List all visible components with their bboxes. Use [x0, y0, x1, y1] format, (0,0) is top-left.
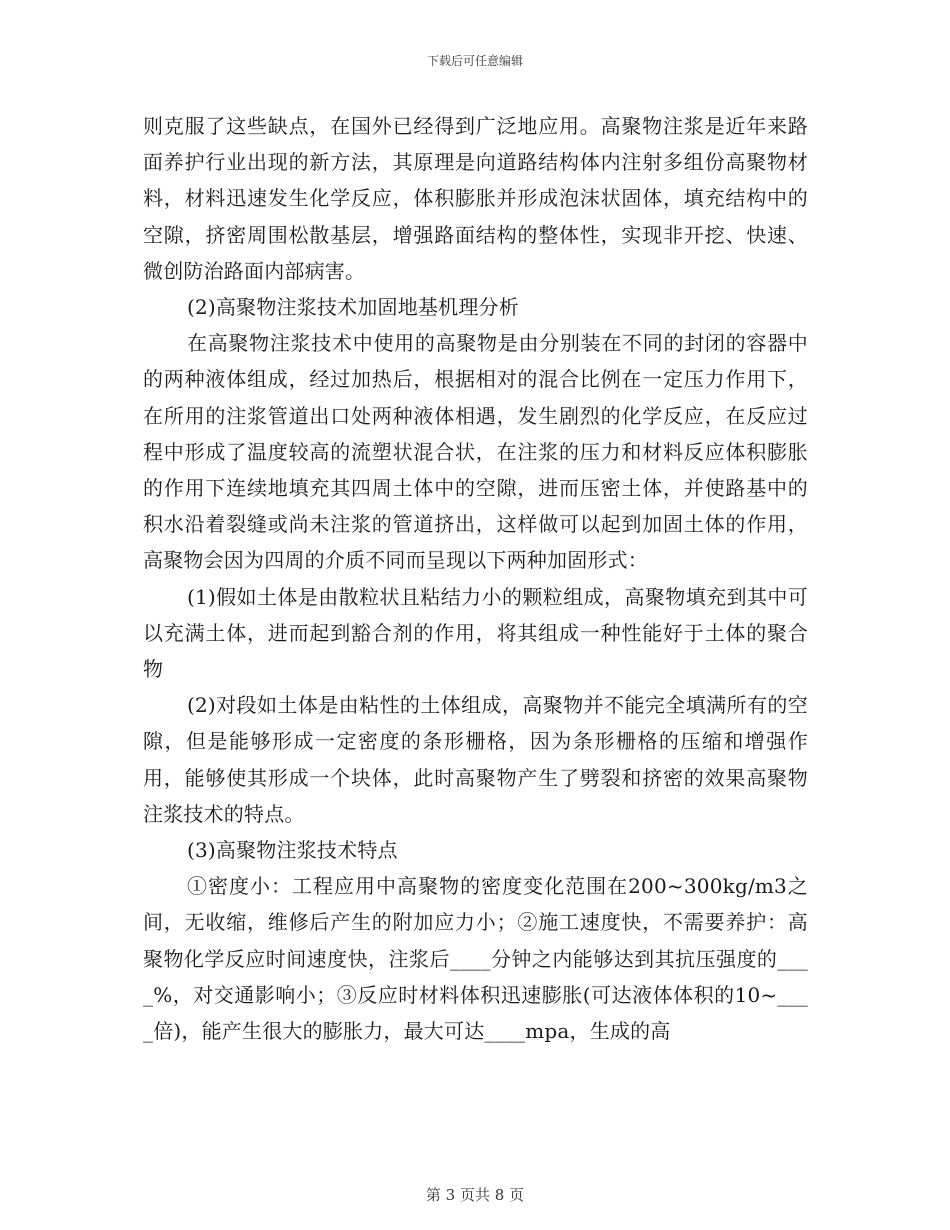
paragraph-continuation: 则克服了这些缺点，在国外已经得到广泛地应用。高聚物注浆是近年来路面养护行业出现的新方法，其原理是向道路结构体内注射多组份高聚物材料，材料迅速发生化学反应，体积膨胀并形成泡沫状固体，填充结构中的空隙，挤密周围松散基层，增强路面结构的整体性，实现非开挖、快速、微创防治路面内部病害。 — [143, 114, 808, 283]
section-heading-mechanism: (2)高聚物注浆技术加固地基机理分析 — [187, 295, 519, 320]
list-item-2: (2)对段如土体是由粘性的土体组成，高聚物并不能完全填满所有的空隙，但是能够形成一定密度的条形栅格，因为条形栅格的压缩和增强作用，能够使其形成一个块体，此时高聚物产生了劈裂和挤密的效果高聚物注浆技术的特点。 — [143, 693, 808, 826]
page-footer: 第 3 页共 8 页 — [425, 1186, 525, 1204]
paragraph-mechanism: 在高聚物注浆技术中使用的高聚物是由分别装在不同的封闭的容器中的两种液体组成，经过加热后，根据相对的混合比例在一定压力作用下，在所用的注浆管道出口处两种液体相遇，发生剧烈的化学反应，在反应过程中形成了温度较高的流塑状混合状，在注浆的压力和材料反应体积膨胀的作用下连续地填充其四周土体中的空隙，进而压密土体，并使路基中的积水沿着裂缝或尚未注浆的管道挤出，这样做可以起到加固土体的作用，高聚物会因为四周的介质不同而呈现以下两种加固形式： — [143, 331, 808, 573]
page-header: 下载后可任意编辑 — [426, 54, 523, 68]
list-item-1: (1)假如土体是由散粒状且粘结力小的颗粒组成，高聚物填充到其中可以充满土体，进而起到豁合剂的作用，将其组成一种性能好于土体的聚合物 — [143, 584, 808, 682]
paragraph-features: ①密度小：工程应用中高聚物的密度变化范围在200~300kg/m3之间，无收缩，维修后产生的附加应力小；②施工速度快，不需要养护：高聚物化学反应时间速度快，注浆后____分钟之内能够达到其抗压强度的____%，对交通影响小；③反应时材料体积迅速膨胀(可达液体体积的10~____倍)，能产生很大的膨胀力，最大可达____mpa，生成的高 — [143, 874, 808, 1044]
section-heading-features: (3)高聚物注浆技术特点 — [187, 838, 398, 863]
document-body — [143, 108, 808, 1049]
